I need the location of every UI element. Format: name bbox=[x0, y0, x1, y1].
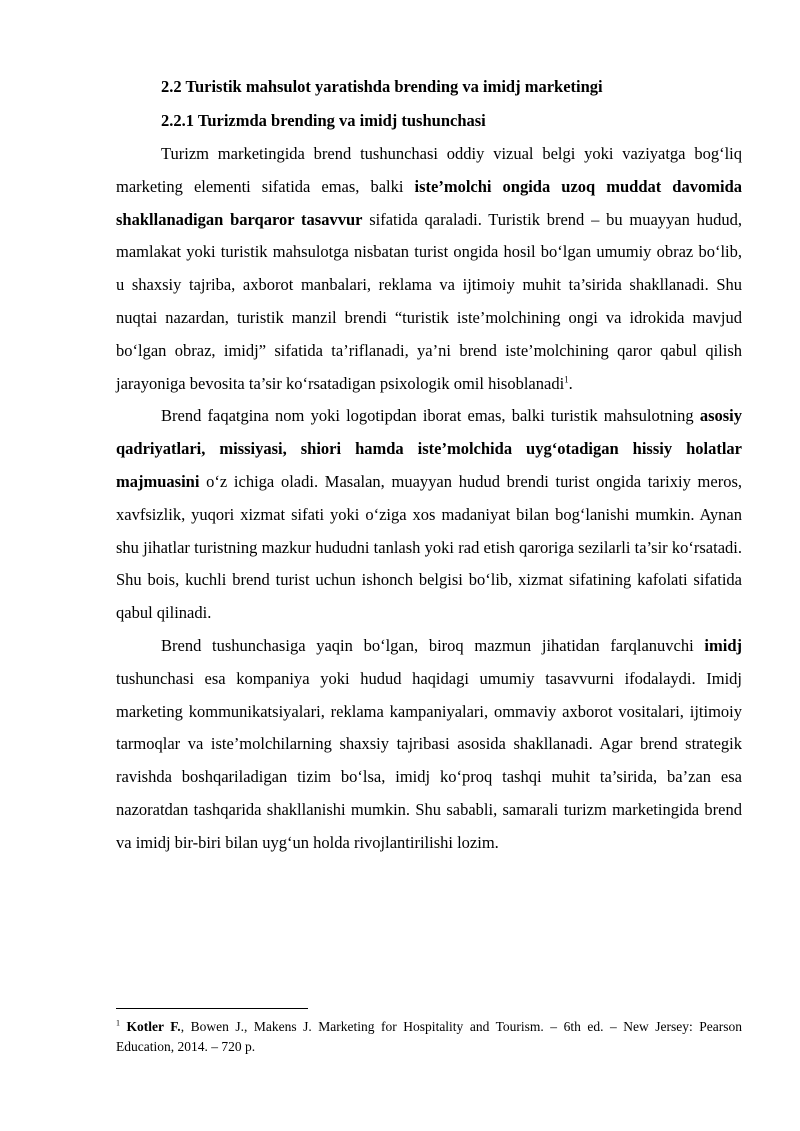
paragraph-2 bbox=[116, 400, 742, 630]
body-text bbox=[116, 138, 742, 860]
paragraph-text: Brend faqatgina nom yoki logotipdan iborat emas, balki turistik mahsulotning bbox=[161, 406, 700, 426]
paragraph-text: tushunchasi esa kompaniya yoki hudud haqidagi umumiy tasavvurni ifodalaydi. Imidj marketing kommunikatsiyalari, reklama kampaniyalari, ommaviy axborot vositalari, ijtimoiy tarmoqlar va iste’molchilarning shaxsiy tajribasi asosida shakllanadi. Agar brend strategik ravishda boshqariladigan tizim bo‘lsa, imidj ko‘proq tashqi muhit ta’sirida, ba’zan esa nazoratdan tashqarida shakllanishi mumkin. Shu sababli, samarali turizm marketingida brend va imidj bir-biri bilan uyg‘un holda rivojlantirilishi lozim. bbox=[116, 668, 742, 852]
paragraph-text: o‘z ichiga oladi. Masalan, muayyan hudud brendi turist ongida tarixiy meros, xavfsizlik, yuqori xizmat sifati yoki o‘ziga xos madaniyat bilan bog‘lanishi mumkin. Aynan shu jihatlar turistning mazkur hududni tanlash yoki rad etish qaroriga sezilarli ta’sir ko‘rsatadi. Shu bois, kuchli brend turist uchun ishonch belgisi bo‘lib, xizmat sifatining kafolati sifatida qabul qilinadi. bbox=[116, 471, 742, 623]
subsection-heading: 2.2.1 Turizmda brending va imidj tushunchasi bbox=[161, 111, 486, 130]
paragraph-bold-text: imidj bbox=[704, 635, 742, 655]
footnote-separator bbox=[116, 1008, 308, 1009]
paragraph-text: . bbox=[568, 373, 573, 393]
section-heading: 2.2 Turistik mahsulot yaratishda brending va imidj marketingi bbox=[161, 77, 603, 96]
paragraph-text: sifatida qaraladi. Turistik brend – bu muayyan hudud, mamlakat yoki turistik mahsulotga nisbatan turist ongida hosil bo‘lgan umumiy obraz bo‘lib, u shaxsiy tajriba, axborot manbalari, reklama va ijtimoiy muhit ta’sirida shakllanadi. Shu nuqtai nazardan, turistik manzil brendi “turistik iste’molchining ongi va idrokida mavjud bo‘lgan obraz, imidj” sifatida ta’riflanadi, ya’ni brend iste’molchining qaror qabul qilish jarayoniga bevosita ta’sir ko‘rsatadigan psixologik omil hisoblanadi bbox=[116, 209, 742, 393]
footnote bbox=[116, 1017, 742, 1057]
footnote-author: Kotler F. bbox=[126, 1019, 181, 1034]
paragraph-text: Brend tushunchasiga yaqin bo‘lgan, biroq mazmun jihatidan farqlanuvchi bbox=[161, 635, 705, 655]
footnote-reference[interactable]: 1 bbox=[564, 374, 569, 385]
footnote-text: , Bowen J., Makens J. Marketing for Hospitality and Tourism. – 6th ed. – New Jersey: Pearson Education, 2014. – 720 p. bbox=[116, 1019, 743, 1054]
paragraph-bold-text: asosiy qadriyatlari, missiyasi, shiori hamda iste’molchida uyg‘otadigan hissiy holatlar majmuasini bbox=[116, 406, 742, 491]
paragraph-text: Turizm marketingida brend tushunchasi oddiy vizual belgi yoki vaziyatga bog‘liq marketing elementi sifatida emas, balki bbox=[116, 144, 742, 196]
paragraph-1 bbox=[116, 138, 742, 400]
paragraph-bold-text: iste’molchi ongida uzoq muddat davomida shakllanadigan barqaror tasavvur bbox=[116, 176, 742, 229]
paragraph-3 bbox=[116, 630, 742, 860]
footnote-marker: 1 bbox=[116, 1018, 120, 1028]
